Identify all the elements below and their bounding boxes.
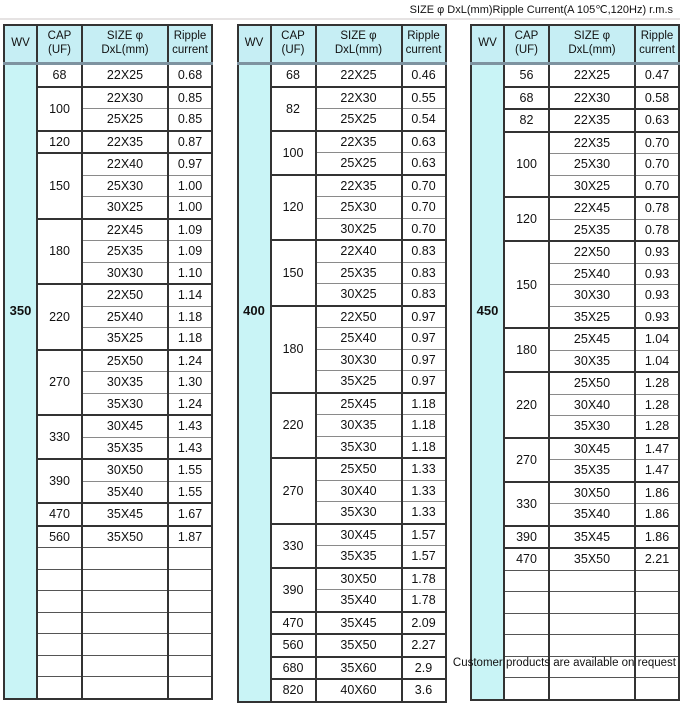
size-cell: 35X30	[316, 502, 402, 524]
empty-cap-cell	[37, 548, 82, 570]
size-cell: 40X60	[316, 679, 402, 702]
size-cell: 22X45	[549, 197, 635, 219]
size-cell: 35X40	[549, 504, 635, 526]
cap-cell: 270	[37, 350, 82, 416]
ripple-cell: 0.97	[168, 153, 212, 175]
size-cell: 30X50	[549, 482, 635, 504]
col-header-size: SIZE φ DxL(mm)	[316, 25, 402, 64]
col-header-cap: CAP (UF)	[37, 25, 82, 64]
ripple-cell: 1.55	[168, 459, 212, 481]
size-cell: 25X45	[316, 393, 402, 415]
top-divider	[0, 18, 680, 20]
size-cell: 22X35	[549, 132, 635, 154]
ripple-cell: 0.78	[635, 219, 679, 241]
empty-size-cell	[82, 677, 168, 699]
ripple-cell: 1.43	[168, 437, 212, 459]
ripple-cell: 1.00	[168, 175, 212, 197]
size-cell: 35X60	[316, 657, 402, 680]
ripple-cell: 0.63	[402, 153, 446, 175]
empty-cap-cell	[37, 677, 82, 699]
size-cell: 35X30	[316, 436, 402, 458]
size-cell: 30X45	[316, 524, 402, 546]
ripple-cell: 1.04	[635, 350, 679, 372]
ripple-cell: 2.27	[402, 634, 446, 657]
cap-cell: 120	[37, 131, 82, 154]
wv-cell: 450	[471, 64, 504, 700]
ripple-cell: 1.09	[168, 241, 212, 263]
size-cell: 35X30	[82, 393, 168, 415]
cap-cell: 680	[271, 657, 316, 680]
size-cell: 30X30	[549, 285, 635, 307]
ripple-cell: 0.55	[402, 87, 446, 109]
empty-cap-cell	[37, 591, 82, 613]
ripple-cell: 1.86	[635, 504, 679, 526]
header-row	[238, 25, 446, 64]
cap-cell: 470	[37, 503, 82, 526]
size-cell: 35X25	[82, 328, 168, 350]
empty-ripple-cell	[168, 655, 212, 677]
cap-cell: 150	[37, 153, 82, 219]
empty-size-cell	[82, 612, 168, 634]
cap-cell: 270	[504, 438, 549, 482]
header-row	[471, 25, 679, 64]
ripple-cell: 0.70	[635, 154, 679, 176]
size-cell: 22X40	[82, 153, 168, 175]
ripple-cell: 0.83	[402, 262, 446, 284]
ripple-cell: 0.47	[635, 64, 679, 87]
spec-table-400	[237, 24, 447, 703]
size-cell: 35X25	[316, 371, 402, 393]
ripple-cell: 1.28	[635, 394, 679, 416]
cap-cell: 150	[271, 240, 316, 306]
cap-cell: 560	[271, 634, 316, 657]
empty-ripple-cell	[168, 548, 212, 570]
size-cell: 25X35	[316, 262, 402, 284]
ripple-cell: 0.63	[402, 131, 446, 153]
empty-cap-cell	[504, 678, 549, 700]
ripple-cell: 1.18	[402, 415, 446, 437]
size-cell: 30X45	[82, 415, 168, 437]
size-cell: 22X50	[316, 306, 402, 328]
empty-cap-cell	[37, 569, 82, 591]
ripple-cell: 1.18	[168, 328, 212, 350]
ripple-cell: 0.46	[402, 64, 446, 87]
ripple-cell: 1.67	[168, 503, 212, 526]
cap-cell: 180	[271, 306, 316, 393]
col-header-cap: CAP (UF)	[271, 25, 316, 64]
ripple-cell: 1.43	[168, 415, 212, 437]
ripple-cell: 1.33	[402, 458, 446, 480]
ripple-cell: 0.87	[168, 131, 212, 154]
col-header-size: SIZE φ DxL(mm)	[549, 25, 635, 64]
ripple-cell: 1.30	[168, 372, 212, 394]
ripple-cell: 1.24	[168, 350, 212, 372]
empty-ripple-cell	[168, 591, 212, 613]
empty-size-cell	[82, 569, 168, 591]
size-cell: 25X40	[549, 263, 635, 285]
col-header-wv: WV	[238, 25, 271, 64]
size-cell: 35X40	[82, 481, 168, 503]
size-cell: 30X30	[316, 349, 402, 371]
cap-cell: 390	[504, 526, 549, 549]
empty-size-cell	[549, 635, 635, 657]
size-cell: 25X25	[82, 109, 168, 131]
size-cell: 22X50	[549, 241, 635, 263]
size-cell: 35X45	[82, 503, 168, 526]
ripple-cell: 0.58	[635, 87, 679, 110]
cap-cell: 68	[271, 64, 316, 87]
size-cell: 35X40	[316, 590, 402, 612]
empty-cap-cell	[504, 592, 549, 614]
cap-cell: 68	[504, 87, 549, 110]
size-cell: 35X35	[549, 460, 635, 482]
spec-table-450	[470, 24, 680, 701]
empty-ripple-cell	[168, 569, 212, 591]
size-cell: 30X50	[82, 459, 168, 481]
empty-size-cell	[82, 548, 168, 570]
size-cell: 30X30	[82, 262, 168, 284]
cap-cell: 560	[37, 526, 82, 548]
ripple-cell: 0.54	[402, 109, 446, 131]
ripple-cell: 1.57	[402, 546, 446, 568]
size-cell: 35X25	[549, 306, 635, 328]
size-cell: 30X25	[82, 197, 168, 219]
header-row	[4, 25, 212, 64]
empty-size-cell	[82, 591, 168, 613]
col-header-size: SIZE φ DxL(mm)	[82, 25, 168, 64]
size-cell: 35X30	[549, 416, 635, 438]
empty-cap-cell	[504, 613, 549, 635]
ripple-cell: 0.85	[168, 109, 212, 131]
cap-cell: 120	[271, 175, 316, 241]
ripple-cell: 1.18	[168, 306, 212, 328]
size-cell: 25X40	[316, 328, 402, 350]
ripple-cell: 1.18	[402, 393, 446, 415]
ripple-cell: 1.55	[168, 481, 212, 503]
size-cell: 22X30	[82, 87, 168, 109]
size-cell: 25X35	[82, 241, 168, 263]
wv-cell: 400	[238, 64, 271, 702]
size-cell: 35X45	[316, 612, 402, 635]
size-cell: 22X25	[316, 64, 402, 87]
cap-cell: 180	[37, 219, 82, 285]
size-cell: 22X50	[82, 284, 168, 306]
cap-cell: 220	[504, 372, 549, 438]
ripple-cell: 0.68	[168, 64, 212, 87]
size-cell: 22X35	[549, 109, 635, 132]
spec-table-350	[3, 24, 213, 700]
size-cell: 25X25	[316, 153, 402, 175]
size-cell: 30X40	[549, 394, 635, 416]
empty-ripple-cell	[168, 612, 212, 634]
cap-cell: 820	[271, 679, 316, 702]
ripple-cell: 1.14	[168, 284, 212, 306]
footer-note: Customer products are available on request	[452, 657, 676, 669]
empty-ripple-cell	[635, 635, 679, 657]
size-cell: 25X35	[549, 219, 635, 241]
size-cell: 22X25	[549, 64, 635, 87]
size-cell: 25X30	[316, 197, 402, 219]
cap-cell: 470	[504, 548, 549, 570]
size-cell: 22X35	[82, 131, 168, 154]
ripple-cell: 0.63	[635, 109, 679, 132]
cap-cell: 180	[504, 328, 549, 372]
col-header-wv: WV	[4, 25, 37, 64]
ripple-cell: 1.00	[168, 197, 212, 219]
col-header-ripple: Ripple current	[635, 25, 679, 64]
cap-cell: 100	[37, 87, 82, 131]
size-cell: 30X35	[549, 350, 635, 372]
size-cell: 22X35	[316, 131, 402, 153]
ripple-cell: 1.04	[635, 328, 679, 350]
empty-size-cell	[82, 655, 168, 677]
cap-cell: 100	[271, 131, 316, 175]
empty-cap-cell	[37, 612, 82, 634]
size-cell: 25X45	[549, 328, 635, 350]
ripple-cell: 1.47	[635, 460, 679, 482]
ripple-cell: 1.78	[402, 590, 446, 612]
empty-size-cell	[549, 592, 635, 614]
size-cell: 30X40	[316, 480, 402, 502]
size-cell: 30X35	[82, 372, 168, 394]
size-cell: 25X30	[82, 175, 168, 197]
size-cell: 22X30	[549, 87, 635, 110]
size-cell: 22X45	[82, 219, 168, 241]
cap-cell: 330	[271, 524, 316, 568]
size-cell: 35X50	[549, 548, 635, 570]
ripple-cell: 1.33	[402, 502, 446, 524]
empty-size-cell	[82, 634, 168, 656]
size-cell: 30X25	[316, 284, 402, 306]
size-cell: 25X25	[316, 109, 402, 131]
ripple-cell: 1.28	[635, 416, 679, 438]
size-cell: 30X25	[549, 175, 635, 197]
ripple-cell: 0.83	[402, 284, 446, 306]
cap-cell: 120	[504, 197, 549, 241]
ripple-cell: 0.70	[402, 197, 446, 219]
empty-cap-cell	[37, 655, 82, 677]
cap-cell: 100	[504, 132, 549, 198]
page-title: SIZE φ DxL(mm)Ripple Current(A 105℃,120Hz) r.m.s	[409, 4, 673, 16]
wv-cell: 350	[4, 64, 37, 699]
size-cell: 22X40	[316, 240, 402, 262]
ripple-cell: 1.57	[402, 524, 446, 546]
ripple-cell: 2.09	[402, 612, 446, 635]
col-header-ripple: Ripple current	[168, 25, 212, 64]
empty-size-cell	[549, 613, 635, 635]
ripple-cell: 2.9	[402, 657, 446, 680]
ripple-cell: 1.28	[635, 372, 679, 394]
ripple-cell: 1.18	[402, 436, 446, 458]
cap-cell: 220	[271, 393, 316, 459]
ripple-cell: 1.10	[168, 262, 212, 284]
cap-cell: 150	[504, 241, 549, 328]
cap-cell: 270	[271, 458, 316, 524]
size-cell: 35X50	[82, 526, 168, 548]
table-row	[238, 64, 446, 87]
ripple-cell: 1.47	[635, 438, 679, 460]
empty-ripple-cell	[635, 678, 679, 700]
ripple-cell: 1.78	[402, 568, 446, 590]
size-cell: 22X35	[316, 175, 402, 197]
empty-ripple-cell	[635, 592, 679, 614]
ripple-cell: 0.78	[635, 197, 679, 219]
ripple-cell: 1.09	[168, 219, 212, 241]
col-header-cap: CAP (UF)	[504, 25, 549, 64]
size-cell: 35X35	[316, 546, 402, 568]
col-header-ripple: Ripple current	[402, 25, 446, 64]
ripple-cell: 0.97	[402, 371, 446, 393]
ripple-cell: 2.21	[635, 548, 679, 570]
cap-cell: 330	[504, 482, 549, 526]
size-cell: 25X50	[549, 372, 635, 394]
ripple-cell: 0.93	[635, 285, 679, 307]
size-cell: 30X45	[549, 438, 635, 460]
cap-cell: 56	[504, 64, 549, 87]
ripple-cell: 3.6	[402, 679, 446, 702]
empty-cap-cell	[504, 635, 549, 657]
empty-size-cell	[549, 678, 635, 700]
size-cell: 25X50	[82, 350, 168, 372]
ripple-cell: 0.93	[635, 306, 679, 328]
size-cell: 30X35	[316, 415, 402, 437]
col-header-wv: WV	[471, 25, 504, 64]
ripple-cell: 1.87	[168, 526, 212, 548]
cap-cell: 68	[37, 64, 82, 87]
size-cell: 25X30	[549, 154, 635, 176]
ripple-cell: 0.97	[402, 306, 446, 328]
size-cell: 35X50	[316, 634, 402, 657]
ripple-cell: 0.93	[635, 241, 679, 263]
table-row	[4, 64, 212, 87]
cap-cell: 82	[271, 87, 316, 131]
ripple-cell: 0.70	[402, 218, 446, 240]
empty-ripple-cell	[635, 570, 679, 592]
empty-cap-cell	[37, 634, 82, 656]
size-cell: 25X40	[82, 306, 168, 328]
size-cell: 30X50	[316, 568, 402, 590]
cap-cell: 82	[504, 109, 549, 132]
size-cell: 35X45	[549, 526, 635, 549]
cap-cell: 330	[37, 415, 82, 459]
size-cell: 25X50	[316, 458, 402, 480]
cap-cell: 470	[271, 612, 316, 635]
ripple-cell: 0.85	[168, 87, 212, 109]
ripple-cell: 1.86	[635, 482, 679, 504]
ripple-cell: 0.97	[402, 328, 446, 350]
ripple-cell: 0.83	[402, 240, 446, 262]
ripple-cell: 0.93	[635, 263, 679, 285]
empty-ripple-cell	[168, 634, 212, 656]
ripple-cell: 0.70	[635, 132, 679, 154]
cap-cell: 390	[37, 459, 82, 503]
ripple-cell: 1.33	[402, 480, 446, 502]
ripple-cell: 1.86	[635, 526, 679, 549]
ripple-cell: 0.70	[635, 175, 679, 197]
size-cell: 22X30	[316, 87, 402, 109]
size-cell: 35X35	[82, 437, 168, 459]
empty-cap-cell	[504, 570, 549, 592]
empty-ripple-cell	[168, 677, 212, 699]
cap-cell: 390	[271, 568, 316, 612]
empty-size-cell	[549, 570, 635, 592]
ripple-cell: 0.70	[402, 175, 446, 197]
table-row	[471, 64, 679, 87]
size-cell: 22X25	[82, 64, 168, 87]
empty-ripple-cell	[635, 613, 679, 635]
ripple-cell: 0.97	[402, 349, 446, 371]
size-cell: 30X25	[316, 218, 402, 240]
cap-cell: 220	[37, 284, 82, 350]
ripple-cell: 1.24	[168, 393, 212, 415]
